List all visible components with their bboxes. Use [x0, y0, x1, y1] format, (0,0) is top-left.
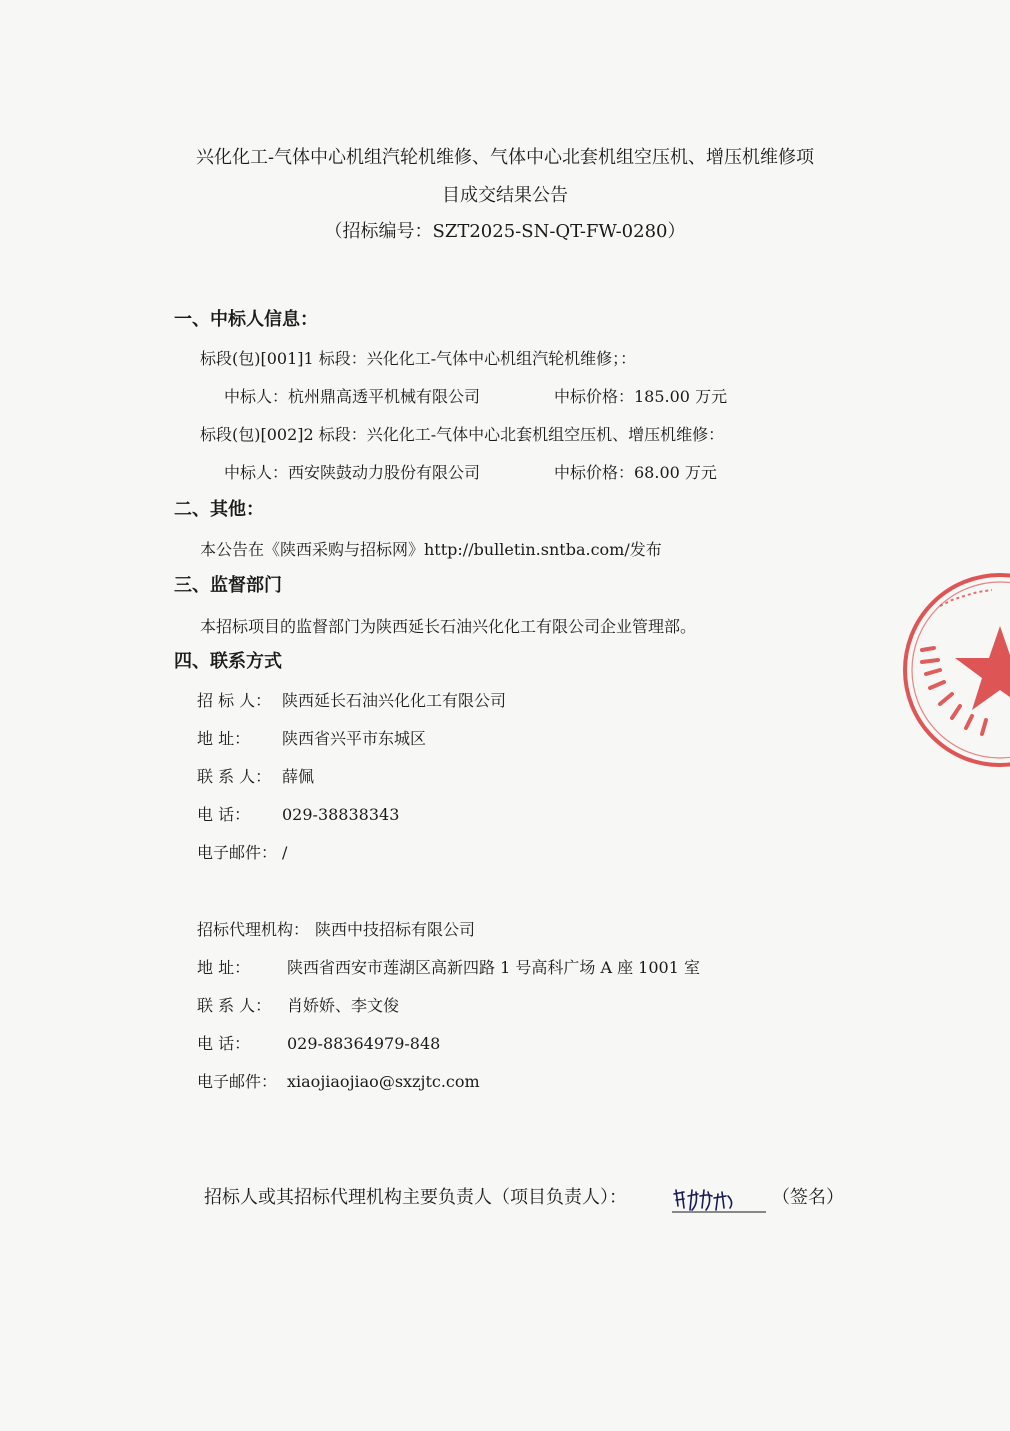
phone-value: 029-38838343 [282, 805, 400, 824]
address-label: 地 址： [197, 729, 251, 748]
agency-email-label: 电子邮件： [197, 1072, 278, 1091]
agency-address-value: 陕西省西安市莲湖区高新四路 1 号高科广场 A 座 1001 室 [287, 958, 700, 977]
agency-phone-label: 电 话： [197, 1034, 251, 1053]
tenderer-value: 陕西延长石油兴化化工有限公司 [282, 691, 507, 710]
agency-phone-value: 029-88364979-848 [287, 1034, 441, 1053]
address-value: 陕西省兴平市东城区 [282, 729, 427, 748]
doc-bid-number: （招标编号：SZT2025-SN-QT-FW-0280） [324, 221, 686, 242]
agency-value: 陕西中技招标有限公司 [315, 920, 476, 939]
lot1-label: 标段(包)[001]1 标段：兴化化工-气体中心机组汽轮机维修；： [200, 349, 637, 368]
lot1-winner: 中标人：杭州鼎高透平机械有限公司 [224, 387, 481, 406]
phone-label: 电 话： [197, 805, 251, 824]
section1-heading: 一、中标人信息： [174, 309, 318, 330]
doc-title-line1: 兴化化工-气体中心机组汽轮机维修、气体中心北套机组空压机、增压机维修项 [195, 147, 815, 168]
signature-label: 招标人或其招标代理机构主要负责人（项目负责人）： [204, 1187, 627, 1208]
lot2-price: 中标价格：68.00 万元 [554, 463, 717, 482]
tenderer-label: 招 标 人： [197, 691, 272, 710]
doc-title-line2: 目成交结果公告 [442, 185, 568, 206]
agency-contact-label: 联 系 人： [197, 996, 272, 1015]
contact-label: 联 系 人： [197, 767, 272, 786]
email-label: 电子邮件： [197, 843, 278, 862]
signature-hint: （签名） [772, 1187, 844, 1208]
handwritten-signature [668, 1180, 768, 1216]
section2-text: 本公告在《陕西采购与招标网》http://bulletin.sntba.com/发布 [200, 540, 662, 559]
section3-text: 本招标项目的监督部门为陕西延长石油兴化化工有限公司企业管理部。 [200, 617, 697, 636]
email-value: / [282, 843, 288, 862]
lot2-label: 标段(包)[002]2 标段：兴化化工-气体中心北套机组空压机、增压机维修： [200, 425, 725, 444]
lot1-price: 中标价格：185.00 万元 [554, 387, 728, 406]
agency-email-value: xiaojiaojiao@sxzjtc.com [287, 1072, 480, 1091]
section2-heading: 二、其他： [174, 499, 264, 520]
section4-heading: 四、联系方式 [174, 651, 282, 672]
official-seal-icon [900, 570, 1010, 770]
agency-contact-value: 肖娇娇、李文俊 [287, 996, 400, 1015]
agency-address-label: 地 址： [197, 958, 251, 977]
contact-value: 薛佩 [282, 767, 315, 786]
lot2-winner: 中标人：西安陕鼓动力股份有限公司 [224, 463, 481, 482]
section3-heading: 三、监督部门 [174, 575, 282, 596]
agency-label: 招标代理机构： [197, 920, 310, 939]
